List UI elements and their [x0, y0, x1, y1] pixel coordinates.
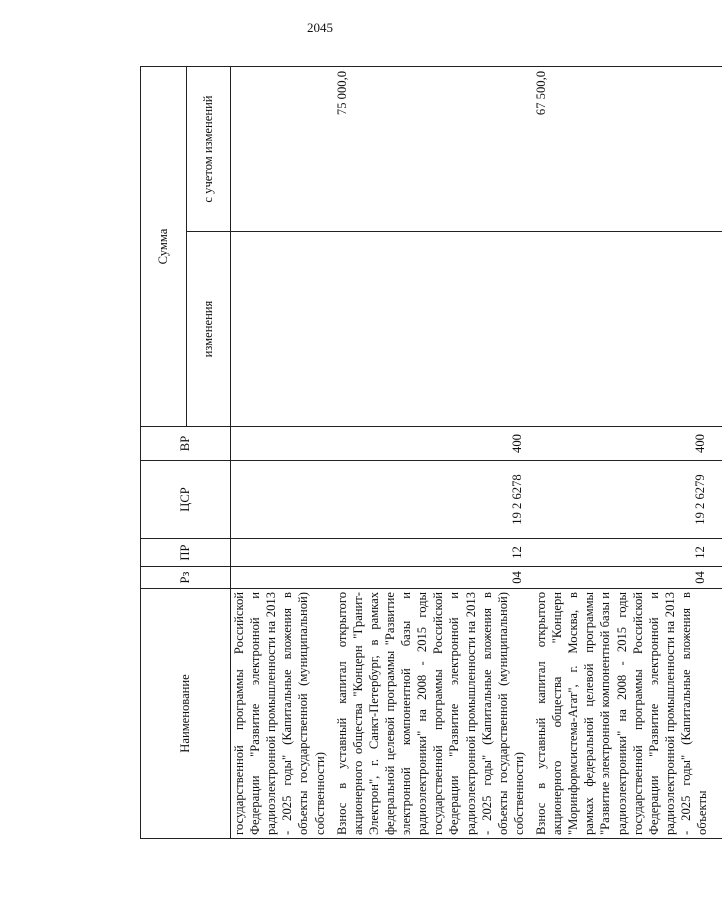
header-sum: Сумма: [141, 66, 187, 426]
row-name: Взнос в уставный капитал открытого акционерного общества "Концерн "Гранит-Электрон", г. Санкт-Петербург, в рамках федеральной целевой программы "Развитие электронной компонентной базы и радиоэлектроники" на 2008 - 2015 годы государственной программы Российской Федерации "Развитие электронной и радиоэлектронной промышленности на 2013 - 2025 годы" (Капитальные вложения в объекты государственной (муниципальной) собственности): [328, 589, 527, 839]
row-rz: 04: [527, 567, 710, 589]
row-with-changes: 67 500,0: [527, 66, 710, 231]
row-vr: 400: [328, 427, 527, 461]
row-rz: 04: [328, 567, 527, 589]
row-name: Взнос в уставный капитал открытого акционерного общества "Концерн "Моринформсистема-Агат", г. Москва, в рамках федеральной целевой программы "Развитие электронной компонентной базы и радиоэлектроники" на 2008 - 2015 годы государственной программы Российской Федерации "Развитие электронной и радиоэлектронной промышленности на 2013 - 2025 годы" (Капитальные вложения в объекты: [527, 589, 710, 839]
row-csr: [231, 461, 328, 539]
table-row-continuation: [710, 66, 722, 838]
header-with-changes: с учетом изменений: [187, 66, 231, 231]
appropriations-table-page: [140, 67, 710, 839]
row-vr: [231, 427, 328, 461]
row-vr: 400: [527, 427, 710, 461]
row-changes: [527, 232, 710, 427]
row-name: государственной программы Российской Федерации "Развитие электронной и радиоэлектронной промышленности на 2013 - 2025 годы" (Капитальные вложения в объекты государственной (муниципальной) собственности): [231, 589, 328, 839]
row-csr: 19 2 6279: [527, 461, 710, 539]
appropriations-table: [140, 66, 722, 839]
table-row: [527, 66, 710, 838]
row-with-changes: [231, 66, 328, 231]
header-pr: ПР: [141, 539, 231, 567]
table-row: [231, 66, 328, 838]
table-row: [328, 66, 527, 838]
page-number: 2045: [307, 20, 333, 35]
header-name: Наименование: [141, 589, 231, 839]
table-header: [141, 66, 231, 838]
row-changes: [328, 232, 527, 427]
row-pr: 12: [527, 539, 710, 567]
header-csr: ЦСР: [141, 461, 231, 539]
header-rz: Рз: [141, 567, 231, 589]
row-pr: [231, 539, 328, 567]
row-with-changes: 75 000,0: [328, 66, 527, 231]
row-csr: 19 2 6278: [328, 461, 527, 539]
header-vr: ВР: [141, 427, 231, 461]
header-changes: изменения: [187, 232, 231, 427]
row-pr: 12: [328, 539, 527, 567]
row-rz: [231, 567, 328, 589]
row-changes: [231, 232, 328, 427]
